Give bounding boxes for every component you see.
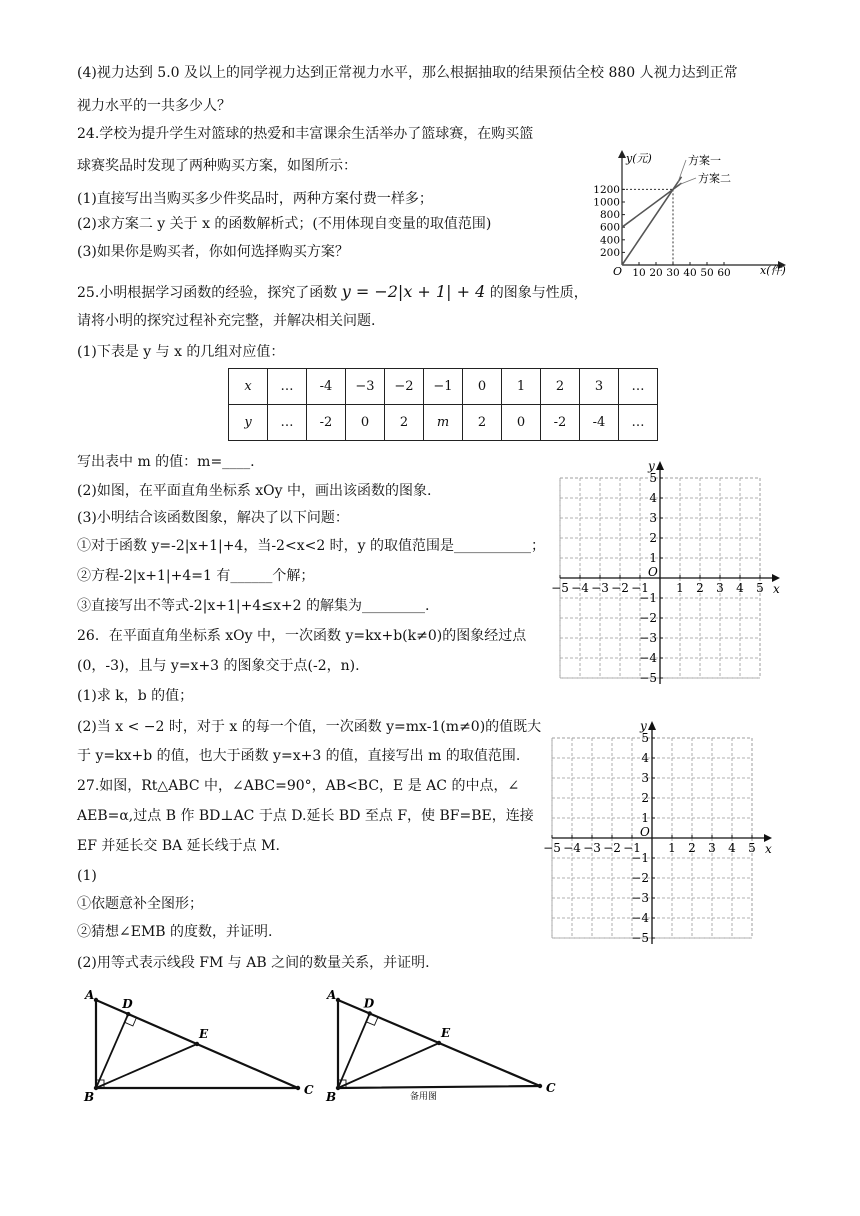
x-tick-label: −1 [623, 841, 641, 855]
q27-line1: 27.如图，Rt△ABC 中，∠ABC=90°，AB<BC，E 是 AC 的中点，∠ [77, 778, 520, 794]
q23-item4-line2: 视力水平的一共多少人？ [77, 98, 231, 114]
x-axis-arrow [764, 834, 772, 842]
label-a: A [327, 988, 337, 1002]
y-tick-label: 200 [599, 246, 620, 259]
table-cell: 0 [463, 369, 502, 405]
table-cell: −1 [424, 369, 463, 405]
table-cell: 2 [541, 369, 580, 405]
y-axis-label: y [640, 719, 647, 733]
q27-part2: (2)用等式表示线段 FM 与 AB 之间的数量关系，并证明. [77, 955, 430, 971]
table-cell: 1 [502, 369, 541, 405]
q26-line2: (0，-3)，且与 y=x+3 的图象交于点(-2，n). [77, 658, 360, 674]
q27-line3: EF 并延长交 BA 延长线于点 M. [77, 838, 280, 854]
vertex-dot [195, 1042, 199, 1046]
x-tick-label: 4 [728, 841, 736, 855]
y-tick-label: 800 [599, 209, 620, 222]
segment-be [96, 1044, 197, 1088]
y-axis-arrow [648, 721, 656, 730]
x-tick-label: −4 [571, 581, 589, 595]
label-d: D [122, 997, 133, 1012]
y-tick-label: 1 [649, 551, 657, 565]
vertex-dot [336, 1086, 340, 1090]
x-tick-label: 50 [700, 267, 714, 279]
q25-part3: (3)小明结合该函数图象，解决了以下问题： [77, 510, 349, 526]
x-tick-label: 5 [756, 581, 764, 595]
y-tick-label: −1 [631, 851, 649, 865]
q23-item4-line1: (4)视力达到 5.0 及以上的同学视力达到正常视力水平，那么根据抽取的结果预估全校 880 人视力达到正常 [77, 65, 738, 81]
q25-part1: (1)下表是 y 与 x 的几组对应值： [77, 344, 285, 360]
x-tick-label: −5 [551, 581, 569, 595]
vertex-dot [94, 998, 98, 1002]
y-tick-label: 5 [649, 471, 657, 485]
table-cell: … [268, 369, 307, 405]
q25-line2: 请将小明的探究过程补充完整，并解决相关问题. [77, 313, 376, 329]
x-tick-label: 3 [716, 581, 724, 595]
x-tick-label: 4 [736, 581, 744, 595]
x-tick-label: 1 [668, 841, 676, 855]
table-cell: x [229, 369, 268, 405]
chart-y-label: y(元) [626, 152, 652, 165]
q27-line2: AEB=α,过点 B 作 BD⊥AC 于点 D.延长 BD 至点 F，使 BF=BE，连接 [77, 808, 534, 824]
chart-axes [618, 150, 786, 269]
y-tick-label: −5 [631, 931, 649, 945]
y-tick-label: 1200 [593, 183, 620, 196]
y-tick-label: 400 [599, 234, 620, 247]
legend-plan-2: 方案二 [698, 172, 731, 185]
y-tick-label: 5 [641, 731, 649, 745]
label-e: E [441, 1026, 451, 1040]
vertex-dot [368, 1011, 372, 1015]
y-tick-label: 2 [641, 791, 649, 805]
q25-line1 [77, 282, 588, 303]
q25-part2: (2)如图，在平面直角坐标系 xOy 中，画出该函数的图象. [77, 483, 432, 499]
y-tick-label: 1 [641, 811, 649, 825]
table-row [229, 405, 658, 441]
q24-part1: (1)直接写出当购买多少件奖品时，两种方案付费一样多； [77, 191, 433, 207]
x-tick-label: −3 [583, 841, 601, 855]
legend-plan-1: 方案一 [688, 154, 721, 167]
coordinate-grid-1 [551, 458, 790, 688]
q27-sub1: ①依题意补全图形； [77, 896, 203, 912]
y-tick-label: 600 [599, 221, 620, 234]
triangle-figure [80, 985, 320, 1105]
y-tick-label: −2 [631, 871, 649, 885]
vertex-dot [296, 1086, 300, 1090]
x-axis-label: x [765, 842, 772, 856]
payment-plan-chart [593, 148, 790, 279]
label-e: E [199, 1027, 209, 1041]
vertex-dot [437, 1041, 441, 1045]
y-axis-label: y [648, 459, 655, 473]
x-axis-arrow [772, 574, 780, 582]
table-cell: … [268, 405, 307, 441]
label-b: B [326, 1090, 337, 1104]
x-tick-label: 1 [676, 581, 684, 595]
table-cell: 2 [463, 405, 502, 441]
q25-line1-b: 的图象与性质， [489, 285, 588, 301]
x-tick-label: 3 [708, 841, 716, 855]
x-tick-label: −5 [543, 841, 561, 855]
q25-sub3: ③直接写出不等式-2|x+1|+4≤x+2 的解集为_________. [77, 598, 430, 614]
q24-line1: 24.学校为提升学生对篮球的热爱和丰富课余生活举办了篮球赛，在购买篮 [77, 126, 534, 142]
y-tick-label: 4 [641, 751, 649, 765]
y-tick-label: −1 [639, 591, 657, 605]
q25-sub1: ①对于函数 y=-2|x+1|+4，当-2<x<2 时，y 的取值范围是___________； [77, 538, 546, 554]
origin-label: O [640, 825, 650, 839]
y-tick-label: 4 [649, 491, 657, 505]
x-tick-label: 5 [748, 841, 756, 855]
x-tick-label: −4 [563, 841, 581, 855]
y-tick-label: 3 [649, 511, 657, 525]
q24-part2: (2)求方案二 y 关于 x 的函数解析式；(不用体现自变量的取值范围) [77, 216, 492, 232]
y-tick-label: 1000 [593, 196, 620, 209]
q26-part2-line1: (2)当 x < −2 时，对于 x 的每一个值，一次函数 y=mx-1(m≠0)的值既大 [77, 719, 542, 735]
q27-part1: (1) [77, 868, 97, 884]
x-tick-label: 10 [632, 267, 646, 279]
x-tick-label: −2 [611, 581, 629, 595]
triangle-figure-backup [322, 985, 572, 1105]
vertex-dot [336, 998, 340, 1002]
y-tick-label: 2 [649, 531, 657, 545]
table-cell: 3 [580, 369, 619, 405]
origin-label: O [648, 565, 658, 579]
y-axis-arrow [656, 461, 664, 470]
x-tick-label: 20 [649, 267, 663, 279]
table-cell: -2 [541, 405, 580, 441]
legend-pointer [680, 178, 696, 184]
vertex-dot [538, 1084, 542, 1088]
y-tick-label: −3 [639, 631, 657, 645]
table-cell: 0 [502, 405, 541, 441]
y-tick-label: −2 [639, 611, 657, 625]
backup-caption: 备用图 [410, 1092, 438, 1102]
q25-formula: y = −2|x + 1| + 4 [341, 282, 486, 301]
vertex-dot [94, 1086, 98, 1090]
x-tick-label: −3 [591, 581, 609, 595]
table-cell: −3 [346, 369, 385, 405]
q25-line1-a: 25.小明根据学习函数的经验，探究了函数 [77, 285, 338, 301]
label-c: C [546, 1081, 556, 1095]
q25-part1-answer: 写出表中 m 的值：m=____. [77, 454, 255, 470]
q26-line1: 26．在平面直角坐标系 xOy 中，一次函数 y=kx+b(k≠0)的图象经过点 [77, 628, 527, 644]
q25-sub2: ②方程-2|x+1|+4=1 有______个解； [77, 568, 315, 584]
x-tick-label: −2 [603, 841, 621, 855]
y-tick-label: −3 [631, 891, 649, 905]
table-cell: … [619, 405, 658, 441]
table-cell: y [229, 405, 268, 441]
table-cell: −2 [385, 369, 424, 405]
q26-part2-line2: 于 y=kx+b 的值，也大于函数 y=x+3 的值，直接写出 m 的取值范围. [77, 748, 521, 764]
table-cell: -4 [307, 369, 346, 405]
chart-x-label: x(件) [760, 264, 786, 277]
y-tick-label: −4 [631, 911, 649, 925]
label-b: B [84, 1090, 95, 1104]
x-tick-label: 2 [696, 581, 704, 595]
table-cell: -4 [580, 405, 619, 441]
y-tick-label: −5 [639, 671, 657, 685]
chart-origin: O [613, 265, 623, 278]
table-row [229, 369, 658, 405]
x-tick-label: 40 [683, 267, 697, 279]
label-a: A [85, 988, 95, 1002]
segment-be [338, 1043, 439, 1088]
q24-line2: 球赛奖品时发现了两种购买方案，如图所示： [77, 158, 357, 174]
q26-part1: (1)求 k，b 的值； [77, 688, 194, 704]
x-tick-label: 2 [688, 841, 696, 855]
y-tick-label: 3 [641, 771, 649, 785]
x-tick-label: −1 [631, 581, 649, 595]
values-table [228, 368, 658, 441]
table-cell: … [619, 369, 658, 405]
q27-sub2: ②猜想∠EMB 的度数，并证明. [77, 924, 273, 940]
x-tick-label: 60 [717, 267, 731, 279]
x-axis-label: x [773, 582, 780, 596]
q24-part3: (3)如果你是购买者，你如何选择购买方案？ [77, 244, 349, 260]
label-d: D [363, 996, 375, 1011]
coordinate-grid-2 [543, 718, 782, 948]
y-tick-label: −4 [639, 651, 657, 665]
vertex-dot [126, 1012, 130, 1016]
x-tick-label: 30 [666, 267, 680, 279]
table-cell: 2 [385, 405, 424, 441]
legend-pointer [678, 160, 686, 182]
table-cell: m [424, 405, 463, 441]
table-cell: -2 [307, 405, 346, 441]
table-cell: 0 [346, 405, 385, 441]
label-c: C [304, 1083, 314, 1097]
